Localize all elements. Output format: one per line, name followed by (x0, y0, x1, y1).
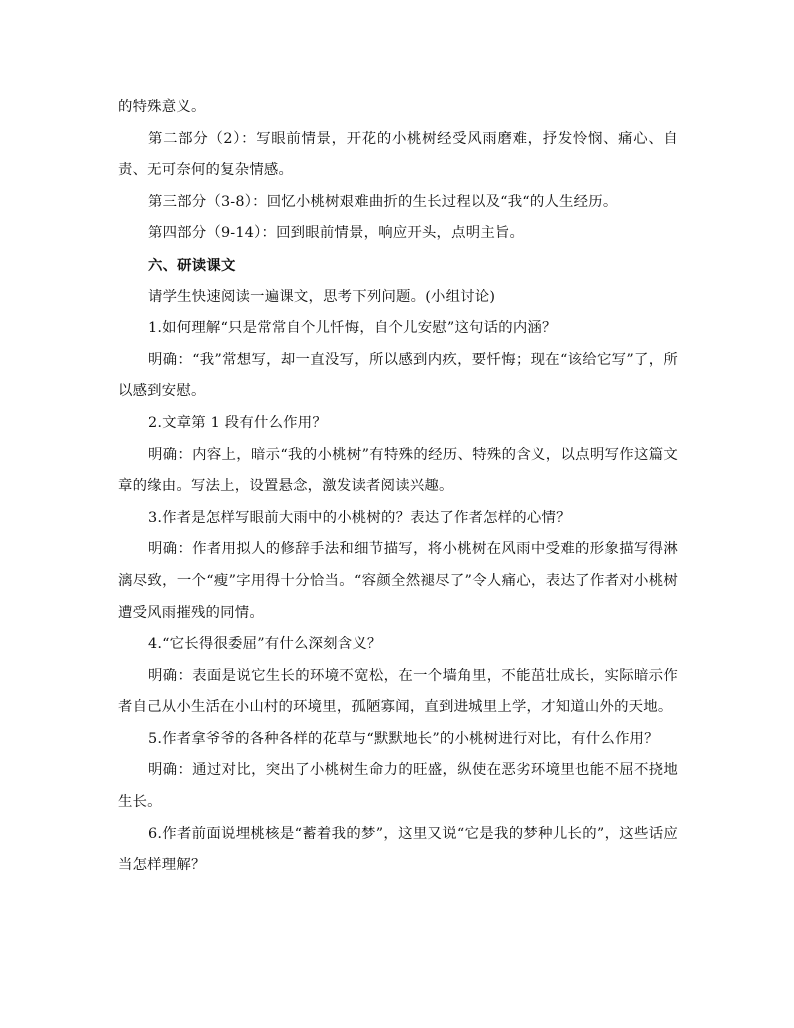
question: 3.作者是怎样写眼前大雨中的小桃树的？表达了作者怎样的心情？ (148, 509, 571, 526)
question: 5.作者拿爷爷的各种各样的花草与“默默地长”的小桃树进行对比，有什么作用？ (148, 730, 659, 747)
answer: 明确：通过对比，突出了小桃树生命力的旺盛，纵使在恶劣环境里也能不屈不挠地生长。 (118, 762, 678, 811)
answer: 明确：表面是说它生长的环境不宽松，在一个墙角里，不能茁壮成长，实际暗示作者自己从小生活在小山村的环境里，孤陋寡闻，直到进城里上学，才知道山外的天地。 (118, 667, 678, 716)
document-body (118, 92, 678, 882)
answer: 明确：“我”常想写，却一直没写，所以感到内疚，要忏悔；现在“该给它写”了，所以感到安慰。 (118, 351, 678, 400)
question: 2.文章第 1 段有什么作用？ (148, 414, 327, 431)
answer: 明确：内容上，暗示“我的小桃树”有特殊的经历、特殊的含义，以点明写作这篇文章的缘由。写法上，设置悬念，激发读者阅读兴趣。 (118, 446, 678, 495)
paragraph: 第二部分（2）：写眼前情景，开花的小桃树经受风雨磨难，抒发怜悯、痛心、自责、无可奈何的复杂情感。 (118, 130, 678, 179)
paragraph: 请学生快速阅读一遍课文，思考下列问题。(小组讨论) (148, 288, 496, 305)
section-heading: 六、研读课文 (148, 256, 236, 274)
answer: 明确：作者用拟人的修辞手法和细节描写，将小桃树在风雨中受难的形象描写得淋漓尽致，一个“瘦”字用得十分恰当。“容颜全然褪尽了”令人痛心，表达了作者对小桃树遭受风雨摧残的同情。 (118, 541, 678, 621)
paragraph: 的特殊意义。 (118, 99, 206, 115)
question: 1.如何理解“只是常常自个儿忏悔，自个儿安慰”这句话的内涵？ (148, 320, 557, 337)
paragraph: 第三部分（3-8）：回忆小桃树艰难曲折的生长过程以及“我“的人生经历。 (148, 193, 618, 210)
paragraph: 第四部分（9-14）：回到眼前情景，响应开头，点明主旨。 (148, 225, 525, 242)
question: 6.作者前面说埋桃核是“蓄着我的梦”，这里又说“它是我的梦种儿长的”，这些话应当怎样理解？ (118, 825, 678, 874)
question: 4.“它长得很委屈”有什么深刻含义？ (148, 636, 382, 653)
